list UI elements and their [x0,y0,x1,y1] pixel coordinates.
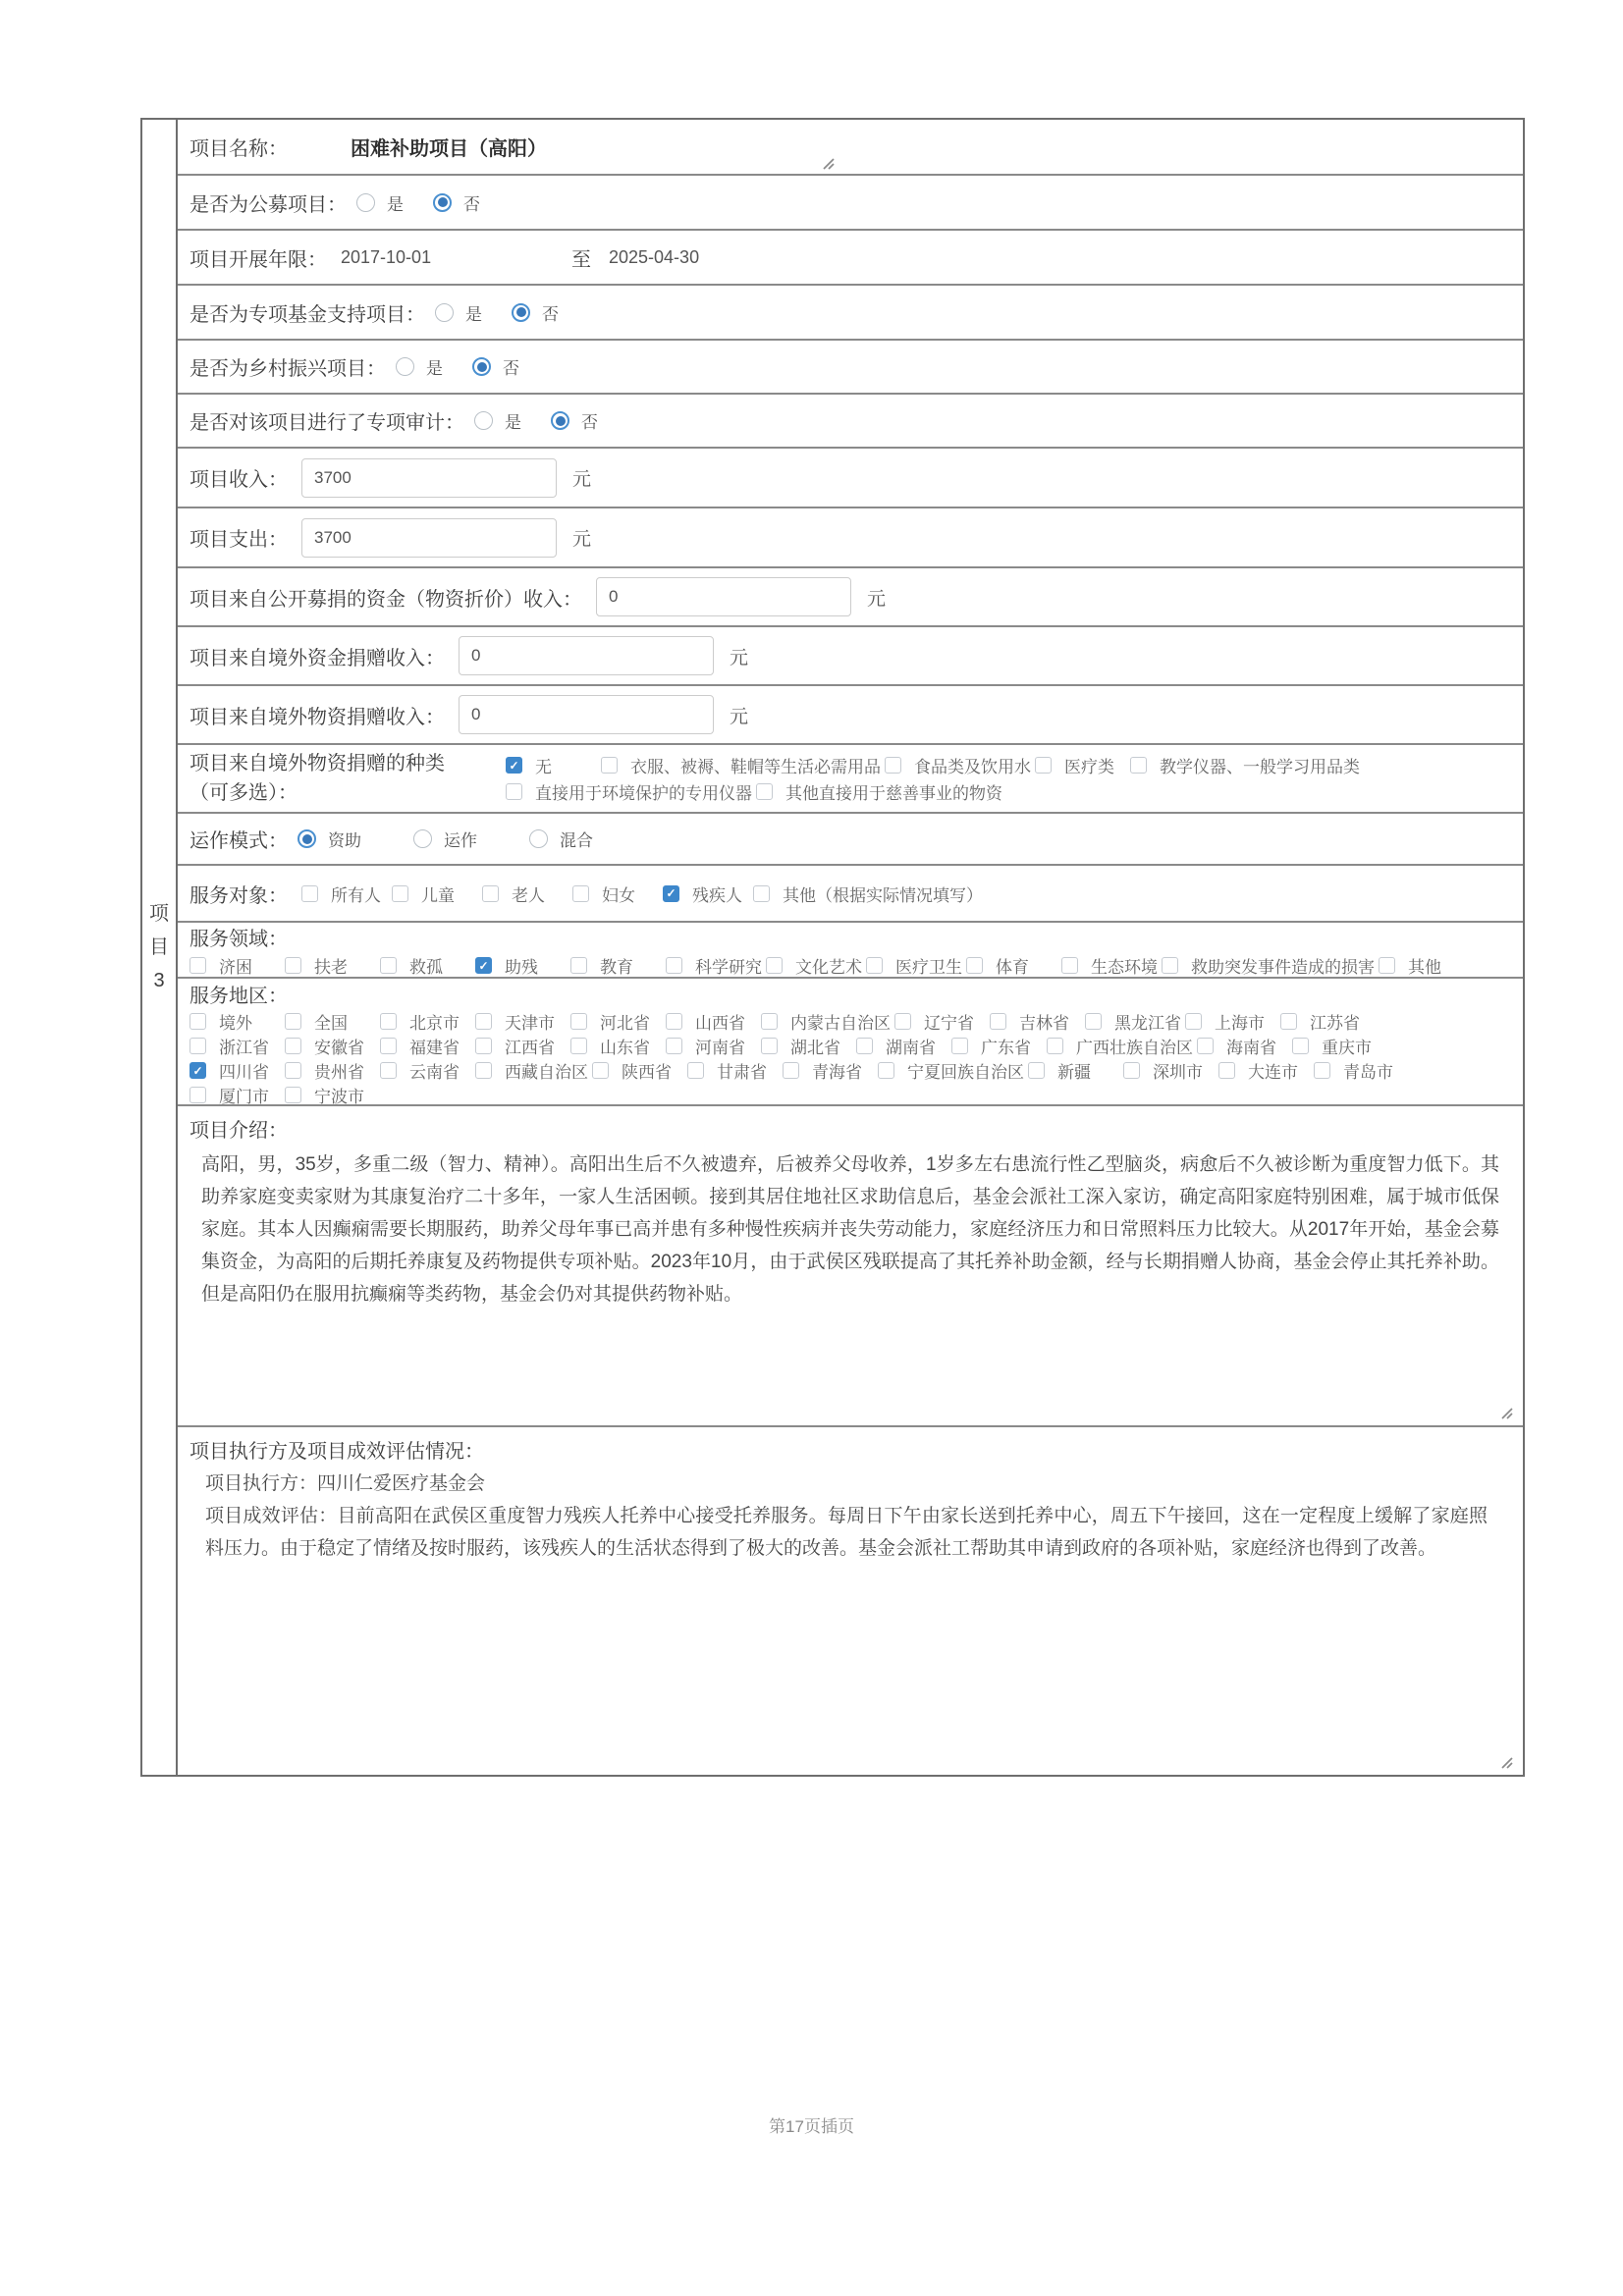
checkbox-icon[interactable] [856,1038,873,1054]
radio-option[interactable] [435,300,482,325]
checkbox-label: 大连市 [1248,1063,1298,1082]
checkbox-item[interactable] [894,1009,986,1034]
page-footer: 第17页插页 [769,2117,854,2136]
checkbox-item[interactable] [761,1034,852,1058]
checkbox-icon[interactable] [687,1062,704,1079]
overseas-goods-types-line2 [506,778,1511,805]
checkbox-icon[interactable] [866,957,883,974]
checkbox-icon[interactable] [885,757,901,774]
checkbox-label: 云南省 [409,1063,460,1082]
checkbox-icon[interactable] [666,957,682,974]
row-execution-evaluation [178,1427,1523,1775]
checkbox-item[interactable] [380,1058,471,1083]
row-service-areas [178,979,1523,1106]
public-raise-income-unit: 元 [867,588,887,610]
checkbox-icon[interactable] [475,957,492,974]
is-special-fund-label: 是否为专项基金支持项目： [189,303,425,326]
checkbox-icon[interactable] [761,1038,778,1054]
checkbox-item[interactable] [1185,1009,1276,1034]
checkbox-icon[interactable] [990,1013,1006,1030]
expense-input[interactable] [301,518,557,558]
checkbox-icon[interactable] [601,757,618,774]
checkbox-icon[interactable] [475,1013,492,1030]
checkbox-item[interactable] [1162,953,1375,978]
radio-icon[interactable] [512,303,530,322]
project-form-table [140,118,1525,1777]
checkbox-label: 深圳市 [1153,1063,1203,1082]
radio-option[interactable] [298,827,384,851]
checkbox-label: 衣服、被褥、鞋帽等生活必需用品 [630,758,881,776]
checkbox-item[interactable] [1047,1034,1193,1058]
checkbox-icon[interactable] [189,1062,206,1079]
checkbox-item[interactable] [475,1058,588,1083]
radio-icon[interactable] [472,357,491,376]
checkbox-label: 医疗类 [1064,758,1114,776]
resize-grip-icon[interactable] [1499,1755,1515,1771]
row-project-intro [178,1106,1523,1427]
checkbox-label: 甘肃省 [717,1063,767,1082]
checkbox-label: 老人 [512,885,545,905]
overseas-fund-income-unit: 元 [730,647,749,668]
checkbox-item[interactable] [666,1009,757,1034]
checkbox-label: 残疾人 [692,885,742,905]
checkbox-item[interactable] [1314,1058,1405,1083]
checkbox-item[interactable] [475,1034,567,1058]
checkbox-item[interactable] [1035,753,1126,777]
row-service-targets [178,866,1523,923]
checkbox-label: 扶老 [314,958,348,977]
radio-label: 是 [387,194,404,214]
checkbox-item[interactable] [285,1009,376,1034]
operation-mode-options [298,827,645,851]
checkbox-item[interactable] [951,1034,1043,1058]
expense-unit: 元 [572,529,592,550]
checkbox-item[interactable] [189,953,281,978]
checkbox-icon[interactable] [1197,1038,1214,1054]
radio-label: 是 [465,304,482,324]
checkbox-item[interactable] [878,1058,1024,1083]
resize-grip-icon[interactable] [821,156,837,172]
checkbox-item[interactable] [380,1009,471,1034]
checkbox-icon[interactable] [475,1038,492,1054]
checkbox-label: 厦门市 [219,1088,269,1106]
checkbox-icon[interactable] [506,783,522,800]
checkbox-item[interactable] [885,753,1031,777]
radio-option[interactable] [512,300,559,325]
checkbox-icon[interactable] [753,885,770,902]
checkbox-label: 救孤 [409,958,443,977]
checkbox-label: 陕西省 [622,1063,672,1082]
checkbox-label: 广西壮族自治区 [1076,1039,1193,1057]
checkbox-icon[interactable] [285,957,301,974]
checkbox-label: 新疆 [1057,1063,1091,1082]
checkbox-item[interactable] [1085,1009,1181,1034]
checkbox-item[interactable] [1028,1058,1119,1083]
checkbox-item[interactable] [592,1058,683,1083]
checkbox-icon[interactable] [1185,1013,1202,1030]
checkbox-label: 生态环境 [1091,958,1158,977]
checkbox-label: 医疗卫生 [895,958,962,977]
checkbox-icon[interactable] [966,957,983,974]
checkbox-item[interactable] [1292,1034,1383,1058]
radio-icon[interactable] [551,411,569,430]
checkbox-label: 江苏省 [1310,1014,1360,1033]
checkbox-icon[interactable] [951,1038,968,1054]
checkbox-label: 其他直接用于慈善事业的物资 [785,784,1002,803]
checkbox-label: 湖南省 [886,1039,936,1057]
project-index-cell [142,120,178,1775]
income-label: 项目收入： [189,469,288,491]
radio-icon[interactable] [529,829,548,848]
checkbox-icon[interactable] [1218,1062,1235,1079]
resize-grip-icon[interactable] [1499,1406,1515,1421]
checkbox-item[interactable] [285,953,376,978]
is-audited-options [474,408,627,433]
checkbox-icon[interactable] [1061,957,1078,974]
checkbox-icon[interactable] [1028,1062,1045,1079]
checkbox-item[interactable] [966,953,1057,978]
checkbox-item[interactable] [753,881,983,906]
checkbox-label: 宁夏回族自治区 [907,1063,1024,1082]
radio-option[interactable] [529,827,616,851]
checkbox-icon[interactable] [285,1087,301,1103]
checkbox-label: 福建省 [409,1039,460,1057]
checkbox-item[interactable] [570,1034,662,1058]
checkbox-label: 吉林省 [1019,1014,1069,1033]
checkbox-label: 文化艺术 [795,958,862,977]
radio-option[interactable] [474,408,521,433]
checkbox-icon[interactable] [1162,957,1178,974]
checkbox-item[interactable] [1123,1058,1215,1083]
checkbox-icon[interactable] [1047,1038,1063,1054]
checkbox-icon[interactable] [506,757,522,774]
radio-label: 否 [581,413,598,432]
checkbox-item[interactable] [570,953,662,978]
checkbox-item[interactable] [1280,1009,1372,1034]
checkbox-label: 无 [535,758,552,776]
checkbox-item[interactable] [1061,953,1158,978]
radio-icon[interactable] [474,411,493,430]
checkbox-label: 其他 [1408,958,1441,977]
is-special-fund-options [435,300,588,325]
evaluation-line[interactable]: 项目成效评估：目前高阳在武侯区重度智力残疾人托养中心接受托养服务。每周日下午由家长送到托养中心，周五下午接回，这在一定程度上缓解了家庭照料压力。由于稳定了情绪及按时服药，该残疾人的生活状态得到了极大的改善。基金会派社工帮助其申请到政府的各项补贴，家庭经济也得到了改善。 [205,1506,1488,1559]
checkbox-label: 北京市 [409,1014,460,1033]
row-overseas-fund-income [178,627,1523,686]
checkbox-item[interactable] [380,1034,471,1058]
checkbox-icon[interactable] [592,1062,609,1079]
checkbox-label: 山西省 [695,1014,745,1033]
checkbox-icon[interactable] [301,885,318,902]
checkbox-icon[interactable] [663,885,679,902]
checkbox-label: 宁波市 [314,1088,364,1106]
overseas-goods-income-label: 项目来自境外物资捐赠收入： [189,706,445,728]
checkbox-icon[interactable] [570,1013,587,1030]
row-is-public-fundraising [178,176,1523,231]
checkbox-item[interactable] [1197,1034,1288,1058]
checkbox-icon[interactable] [783,1062,799,1079]
checkbox-label: 贵州省 [314,1063,364,1082]
is-public-label: 是否为公募项目： [189,193,347,216]
checkbox-label: 辽宁省 [924,1014,974,1033]
checkbox-item[interactable] [189,1058,281,1083]
project-index-label: 项目3 [149,903,169,991]
project-name-label: 项目名称： [189,138,288,160]
checkbox-item[interactable] [1130,753,1360,777]
radio-label: 是 [426,359,443,378]
row-project-name [178,120,1523,176]
checkbox-item[interactable] [1218,1058,1310,1083]
radio-label: 否 [503,359,519,378]
checkbox-icon[interactable] [392,885,408,902]
operation-mode-label: 运作模式： [189,830,288,852]
checkbox-label: 全国 [314,1014,348,1033]
checkbox-icon[interactable] [285,1062,301,1079]
checkbox-icon[interactable] [570,1038,587,1054]
checkbox-label: 妇女 [602,885,635,905]
checkbox-label: 直接用于环境保护的专用仪器 [535,784,752,803]
checkbox-label: 黑龙江省 [1114,1014,1181,1033]
expense-label: 项目支出： [189,529,288,551]
overseas-fund-income-input[interactable] [459,636,714,675]
checkbox-icon[interactable] [380,1038,397,1054]
radio-icon[interactable] [435,303,454,322]
checkbox-label: 体育 [996,958,1029,977]
checkbox-item[interactable] [506,779,752,804]
checkbox-label: 教育 [600,958,633,977]
checkbox-icon[interactable] [380,957,397,974]
execution-section-label: 项目执行方及项目成效评估情况： [189,1441,484,1463]
public-raise-income-input[interactable] [596,577,851,616]
radio-label: 是 [505,413,521,432]
checkbox-label: 青海省 [812,1063,862,1082]
checkbox-icon[interactable] [570,957,587,974]
checkbox-icon[interactable] [756,783,773,800]
row-overseas-goods-income [178,686,1523,745]
is-rural-label: 是否为乡村振兴项目： [189,358,386,380]
checkbox-item[interactable] [475,953,567,978]
radio-label: 否 [542,304,559,324]
overseas-goods-types-label [189,749,506,808]
radio-icon[interactable] [396,357,414,376]
project-intro-text[interactable]: 高阳，男，35岁，多重二级（智力、精神）。高阳出生后不久被遗弃，后被养父母收养，1岁多左右患流行性乙型脑炎，病愈后不久被诊断为重度智力低下。其助养家庭变卖家财为其康复治疗二十多年，一家人生活困顿。接到其居住地社区求助信息后，基金会派社工深入家访，确定高阳家庭特别困难，属于城市低保家庭。其本人因癫痫需要长期服药，助养父母年事已高并患有多种慢性疾病并丧失劳动能力，家庭经济压力和日常照料压力比较大。从2017年开始，基金会募集资金，为高阳的后期托养康复及药物提供专项补贴。2023年10月，由于武侯区残联提高了其托养补助金额，经与长期捐赠人协商，基金会停止其托养补助。但是高阳仍在服用抗癫痫等类药物，基金会仍对其提供药物补贴。 [201,1154,1499,1305]
checkbox-item[interactable] [663,881,749,906]
radio-label: 混合 [560,831,593,850]
period-label: 项目开展年限： [189,248,327,271]
checkbox-label: 安徽省 [314,1039,364,1057]
service-fields-label: 服务领域： [189,929,288,950]
checkbox-label: 内蒙古自治区 [790,1014,891,1033]
checkbox-label: 西藏自治区 [505,1063,588,1082]
project-intro-label: 项目介绍： [189,1120,288,1142]
row-service-fields [178,923,1523,979]
checkbox-icon[interactable] [380,1013,397,1030]
checkbox-icon[interactable] [380,1062,397,1079]
checkbox-item[interactable] [301,881,388,906]
service-targets-options [301,881,987,907]
checkbox-label: 重庆市 [1322,1039,1372,1057]
checkbox-label: 青岛市 [1343,1063,1393,1082]
checkbox-icon[interactable] [189,1038,206,1054]
radio-option[interactable] [472,354,519,379]
service-areas-label: 服务地区： [189,986,288,1007]
checkbox-label: 济困 [219,958,252,977]
radio-label: 否 [463,194,480,214]
checkbox-icon[interactable] [1280,1013,1297,1030]
checkbox-icon[interactable] [572,885,589,902]
checkbox-icon[interactable] [761,1013,778,1030]
checkbox-label: 山东省 [600,1039,650,1057]
row-is-special-fund [178,286,1523,341]
checkbox-item[interactable] [572,881,659,906]
radio-option[interactable] [356,190,404,215]
period-separator: 至 [571,248,591,271]
radio-icon[interactable] [413,829,432,848]
radio-icon[interactable] [298,829,316,848]
checkbox-label: 儿童 [421,885,455,905]
checkbox-label: 境外 [219,1014,252,1033]
checkbox-icon[interactable] [1292,1038,1309,1054]
checkbox-icon[interactable] [1035,757,1052,774]
checkbox-label: 科学研究 [695,958,762,977]
checkbox-item[interactable] [189,1034,281,1058]
row-public-raise-income [178,568,1523,627]
row-project-income [178,449,1523,508]
checkbox-label: 天津市 [505,1014,555,1033]
checkbox-icon[interactable] [285,1013,301,1030]
overseas-fund-income-label: 项目来自境外资金捐赠收入： [189,647,445,669]
checkbox-icon[interactable] [189,1013,206,1030]
period-start-date[interactable]: 2017-10-01 [341,246,432,267]
checkbox-icon[interactable] [285,1038,301,1054]
checkbox-item[interactable] [990,1009,1081,1034]
checkbox-label: 所有人 [331,885,381,905]
radio-icon[interactable] [356,193,375,212]
overseas-goods-income-unit: 元 [730,706,749,727]
checkbox-icon[interactable] [666,1013,682,1030]
checkbox-item[interactable] [666,1034,757,1058]
checkbox-item[interactable] [380,953,471,978]
row-project-period [178,231,1523,286]
service-fields-options [189,952,1511,979]
service-areas-row4 [189,1083,1511,1107]
income-unit: 元 [572,469,592,490]
radio-icon[interactable] [433,193,452,212]
service-targets-label: 服务对象： [189,884,288,907]
checkbox-item[interactable] [601,753,881,777]
checkbox-item[interactable] [189,1009,281,1034]
checkbox-item[interactable] [783,1058,874,1083]
is-public-options [356,190,510,215]
overseas-goods-types-line1 [506,752,1511,778]
checkbox-item[interactable] [482,881,568,906]
overseas-goods-types-options [506,752,1511,805]
checkbox-label: 上海市 [1215,1014,1265,1033]
service-areas-row2 [189,1034,1511,1058]
checkbox-icon[interactable] [189,1087,206,1103]
checkbox-item[interactable] [506,753,597,777]
checkbox-icon[interactable] [1379,957,1395,974]
checkbox-item[interactable] [1379,953,1470,978]
row-is-special-audit [178,395,1523,449]
checkbox-label: 湖北省 [790,1039,840,1057]
checkbox-icon[interactable] [666,1038,682,1054]
checkbox-label: 河南省 [695,1039,745,1057]
checkbox-label: 河北省 [600,1014,650,1033]
checkbox-item[interactable] [866,953,962,978]
service-areas-row3 [189,1058,1511,1083]
row-project-expense [178,508,1523,568]
is-audited-label: 是否对该项目进行了专项审计： [189,412,464,434]
checkbox-item[interactable] [856,1034,947,1058]
checkbox-label: 四川省 [219,1063,269,1082]
row-overseas-goods-types [178,745,1523,814]
checkbox-label: 救助突发事件造成的损害 [1191,958,1375,977]
checkbox-label: 其他（根据实际情况填写） [783,885,983,905]
row-is-rural-revitalization [178,341,1523,395]
checkbox-item[interactable] [189,1083,281,1107]
checkbox-item[interactable] [761,1009,891,1034]
radio-label: 运作 [444,831,477,850]
overseas-goods-types-label-line2: （可多选）： [189,782,298,804]
overseas-goods-income-input[interactable] [459,695,714,734]
checkbox-icon[interactable] [189,957,206,974]
service-areas-row1 [189,1009,1511,1034]
checkbox-item[interactable] [666,953,762,978]
checkbox-item[interactable] [285,1058,376,1083]
checkbox-item[interactable] [285,1034,376,1058]
overseas-goods-types-label-line1: 项目来自境外物资捐赠的种类 [189,753,445,774]
checkbox-item[interactable] [570,1009,662,1034]
checkbox-label: 江西省 [505,1039,555,1057]
income-input[interactable] [301,458,557,498]
checkbox-icon[interactable] [894,1013,911,1030]
checkbox-item[interactable] [475,1009,567,1034]
checkbox-icon[interactable] [766,957,783,974]
checkbox-icon[interactable] [482,885,499,902]
checkbox-label: 食品类及饮用水 [914,758,1031,776]
checkbox-icon[interactable] [1130,757,1147,774]
radio-option[interactable] [413,827,500,851]
checkbox-label: 海南省 [1226,1039,1276,1057]
checkbox-label: 助残 [505,958,538,977]
checkbox-icon[interactable] [1085,1013,1102,1030]
is-rural-options [396,354,549,379]
form-main-column [178,120,1523,1775]
radio-option[interactable] [433,190,480,215]
checkbox-item[interactable] [756,779,1002,804]
project-name-value[interactable]: 困难补助项目（高阳） [351,138,547,160]
checkbox-item[interactable] [687,1058,779,1083]
radio-label: 资助 [328,831,361,850]
executor-line[interactable]: 项目执行方：四川仁爱医疗基金会 [205,1473,486,1494]
radio-option[interactable] [396,354,443,379]
checkbox-label: 浙江省 [219,1039,269,1057]
checkbox-icon[interactable] [475,1062,492,1079]
public-raise-income-label: 项目来自公开募捐的资金（物资折价）收入： [189,588,582,611]
radio-option[interactable] [551,408,598,433]
checkbox-icon[interactable] [1123,1062,1140,1079]
checkbox-label: 广东省 [981,1039,1031,1057]
checkbox-item[interactable] [392,881,478,906]
checkbox-item[interactable] [766,953,862,978]
checkbox-item[interactable] [285,1083,376,1107]
row-operation-mode [178,814,1523,866]
period-end-date[interactable]: 2025-04-30 [609,246,700,267]
checkbox-icon[interactable] [878,1062,894,1079]
checkbox-icon[interactable] [1314,1062,1330,1079]
checkbox-label: 教学仪器、一般学习用品类 [1160,758,1360,776]
